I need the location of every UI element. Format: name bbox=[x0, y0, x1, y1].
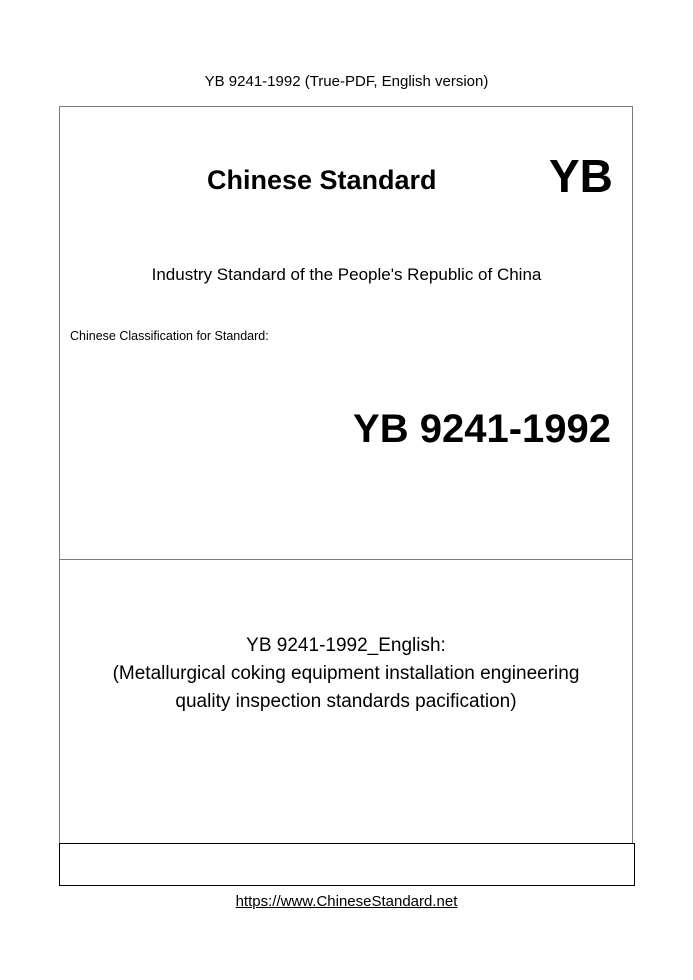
cover-title: Chinese Standard bbox=[207, 165, 437, 195]
description-line-1: YB 9241-1992_English: bbox=[246, 635, 446, 656]
description-line-3: quality inspection standards pacification) bbox=[175, 691, 517, 712]
description-text bbox=[59, 632, 633, 716]
page-header: YB 9241-1992 (True-PDF, English version) bbox=[204, 73, 489, 90]
footer-box bbox=[59, 843, 635, 886]
website-link[interactable]: https://www.ChineseStandard.net bbox=[235, 893, 458, 910]
description-line-2: (Metallurgical coking equipment installation engineering bbox=[112, 663, 580, 684]
industry-code: YB bbox=[549, 150, 613, 202]
standard-number: YB 9241-1992 bbox=[353, 407, 611, 451]
classification-label: Chinese Classification for Standard: bbox=[70, 329, 269, 343]
cover-subtitle: Industry Standard of the People's Republic of China bbox=[151, 265, 542, 284]
footer bbox=[0, 892, 693, 912]
